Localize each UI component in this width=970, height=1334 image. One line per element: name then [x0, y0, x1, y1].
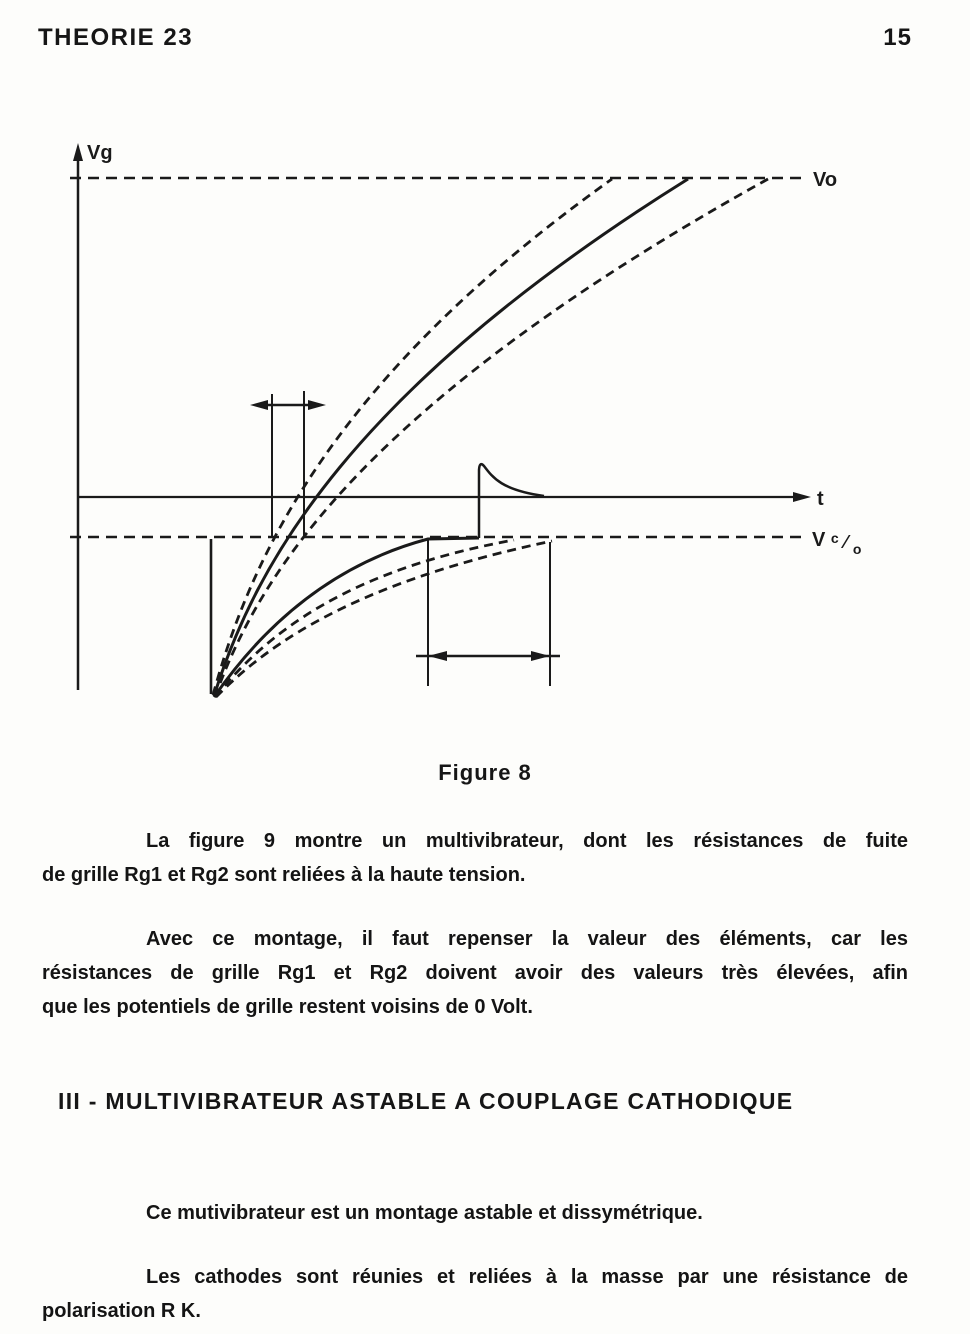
- paragraph-line: polarisation R K.: [42, 1300, 201, 1322]
- y-axis-label: Vg: [87, 142, 113, 164]
- header-title: THEORIE 23: [38, 24, 194, 51]
- vco-label-slash: ⁄: [844, 532, 848, 552]
- upper-dimension-arrowhead-right-icon: [308, 400, 326, 410]
- paragraph-2: [42, 922, 908, 1024]
- paragraph-3: [42, 1196, 908, 1230]
- vco-level-label: [812, 526, 861, 557]
- x-axis-label: t: [817, 488, 824, 510]
- paragraph-1: [42, 824, 908, 892]
- lower-dimension-arrowhead-left-icon: [428, 651, 447, 661]
- paragraph-line: Avec ce montage, il faut repenser la valeur des éléments, car les: [146, 928, 908, 950]
- x-axis-arrowhead-icon: [793, 492, 811, 502]
- timing-diagram-canvas: [40, 130, 920, 760]
- paragraph-line: résistances de grille Rg1 et Rg2 doivent avoir des valeurs très élevées, afin: [42, 962, 908, 984]
- switching-spike: [479, 464, 544, 538]
- paragraph-line: de grille Rg1 et Rg2 sont reliées à la haute tension.: [42, 864, 526, 886]
- paragraph-line: Les cathodes sont réunies et reliées à la masse par une résistance de: [146, 1266, 908, 1288]
- paragraph-line: que les potentiels de grille restent voisins de 0 Volt.: [42, 996, 533, 1018]
- recovery-curve-solid-nominal: [214, 538, 479, 697]
- section-heading: III - MULTIVIBRATEUR ASTABLE A COUPLAGE CATHODIQUE: [58, 1088, 794, 1114]
- paragraph-line: La figure 9 montre un multivibrateur, dont les résistances de fuite: [146, 830, 908, 852]
- paragraph-4: [42, 1260, 908, 1328]
- vco-label-base: V: [812, 529, 826, 551]
- y-axis-arrowhead-icon: [73, 143, 83, 161]
- paragraph-line: Ce mutivibrateur est un montage astable et dissymétrique.: [146, 1202, 703, 1224]
- rise-curve-dashed-late: [215, 179, 768, 697]
- rise-curve-solid-nominal: [214, 179, 688, 696]
- page-number: 15: [883, 24, 912, 51]
- vco-label-denominator: o: [852, 541, 862, 557]
- lower-dimension-arrowhead-right-icon: [531, 651, 550, 661]
- vo-level-label: Vo: [813, 169, 838, 191]
- figure-8-diagram: [40, 130, 920, 760]
- vco-label-numerator: c: [830, 530, 839, 546]
- recovery-curve-dashed-b: [216, 541, 552, 697]
- upper-dimension-arrowhead-left-icon: [250, 400, 268, 410]
- figure-caption: Figure 8: [438, 760, 532, 785]
